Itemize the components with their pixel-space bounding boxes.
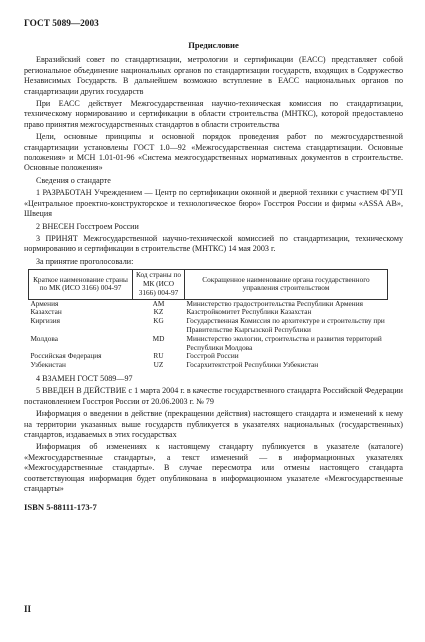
country-code: UZ xyxy=(153,360,164,370)
voted-label: За принятие проголосовали: xyxy=(36,256,134,266)
country-code: KG xyxy=(153,316,164,326)
header-country: Краткое наименование страны по МК (ИСО 3166) 004-97 xyxy=(29,270,133,299)
header-code: Код страны по МК (ИСО 3166) 004-97 xyxy=(133,270,185,299)
country-code: MD xyxy=(152,333,165,343)
country-name: Молдова xyxy=(30,333,58,343)
page-number: II xyxy=(24,604,32,614)
table-row xyxy=(29,361,388,370)
preface-paragraph-3: Цели, основные принципы и основной порядок проведения работ по межгосударственной стандартизации установлены ГОСТ 1.0—92 «Межгосударственная система стандартизации. Основные положения» и МСН 1.01-01-96 «Система межгосударственных нормативных документов в строительстве. Основные положения» xyxy=(24,132,403,173)
authority-name: Госстрой России xyxy=(186,351,239,361)
item-developed: 1 РАЗРАБОТАН Учреждением — Центр по сертификации оконной и дверной техники с участием ФГУП «Центральное проектно-конструкторское и технологическое бюро» Госстроя России и фирмы «ASSA AB», Швеция xyxy=(24,188,403,219)
country-name: Узбекистан xyxy=(30,360,66,370)
preface-title: Предисловие xyxy=(188,40,239,50)
document-id: ГОСТ 5089—2003 xyxy=(24,19,99,29)
country-name: Киргизия xyxy=(30,316,60,326)
authority-name: Казстройкомитет Республики Казахстан xyxy=(186,307,312,317)
table-row xyxy=(29,335,388,353)
item-replaces: 4 ВЗАМЕН ГОСТ 5089—97 xyxy=(36,373,133,383)
country-name: Российская Федерация xyxy=(30,351,102,361)
table-row xyxy=(29,317,388,335)
info-paragraph-2: Информация об изменениях к настоящему стандарту публикуется в указателе (каталоге) «Межгосударственные стандарты», а текст изменений — в информационных указателях «Межгосударственные стандарты». В случае пересмотра или отмены настоящего стандарта соответствующая информация будет опубликована в информационном указателе «Межгосударственные стандарты» xyxy=(24,442,403,493)
country-name: Армения xyxy=(30,298,59,308)
voting-table xyxy=(28,269,388,370)
preface-paragraph-1: Евразийский совет по стандартизации, метрологии и сертификации (ЕАСС) представляет собой региональное объединение национальных органов по стандартизации государств, входящих в Содружество Независимых Государств. В дальнейшем возможно вступление в ЕАСС национальных органов по стандартизации других государств xyxy=(24,55,403,96)
table-header-row xyxy=(29,270,388,299)
country-code: KZ xyxy=(153,307,164,317)
header-authority: Сокращенное наименование органа государственного управления строительством xyxy=(185,270,388,299)
country-code: AM xyxy=(152,298,165,308)
authority-name: Госархитектстрой Республики Узбекистан xyxy=(186,360,319,370)
isbn: ISBN 5-88111-173-7 xyxy=(24,502,97,513)
authority-name: Министерство градостроительства Республики Армения xyxy=(186,298,363,308)
item-adopted: 3 ПРИНЯТ Межгосударственной научно-технической комиссией по стандартизации, техническому нормированию и сертификации в строительстве (МНТКС) 14 мая 2003 г. xyxy=(24,233,403,254)
standard-info-label: Сведения о стандарте xyxy=(36,175,111,185)
authority-name: Министерство экологии, строительства и развития территорий Республики Молдова xyxy=(186,333,382,352)
info-paragraph-1: Информация о введении в действие (прекращении действия) настоящего стандарта и изменений к нему на территории указанных выше государств публикуется в указателях национальных (государственных) стандартов, издаваемых в этих государствах xyxy=(24,409,403,439)
item-submitted: 2 ВНЕСЕН Госстроем России xyxy=(36,221,139,231)
authority-name: Государственная Комиссия по архитектуре и строительству при Правительстве Кыргызской Республики xyxy=(186,316,385,334)
country-name: Казахстан xyxy=(30,307,62,317)
preface-paragraph-2: При ЕАСС действует Межгосударственная научно-техническая комиссия по стандартизации, техническому нормированию и сертификации в области строительства (МНТКС), которой предоставлено право принятия межгосударственных стандартов в области строительства xyxy=(24,99,403,129)
country-code: RU xyxy=(153,351,164,361)
item-enacted: 5 ВВЕДЕН В ДЕЙСТВИЕ с 1 марта 2004 г. в качестве государственного стандарта Российской Федерации постановлением Госстроя России от 20.06.2003 г. № 79 xyxy=(24,386,403,406)
